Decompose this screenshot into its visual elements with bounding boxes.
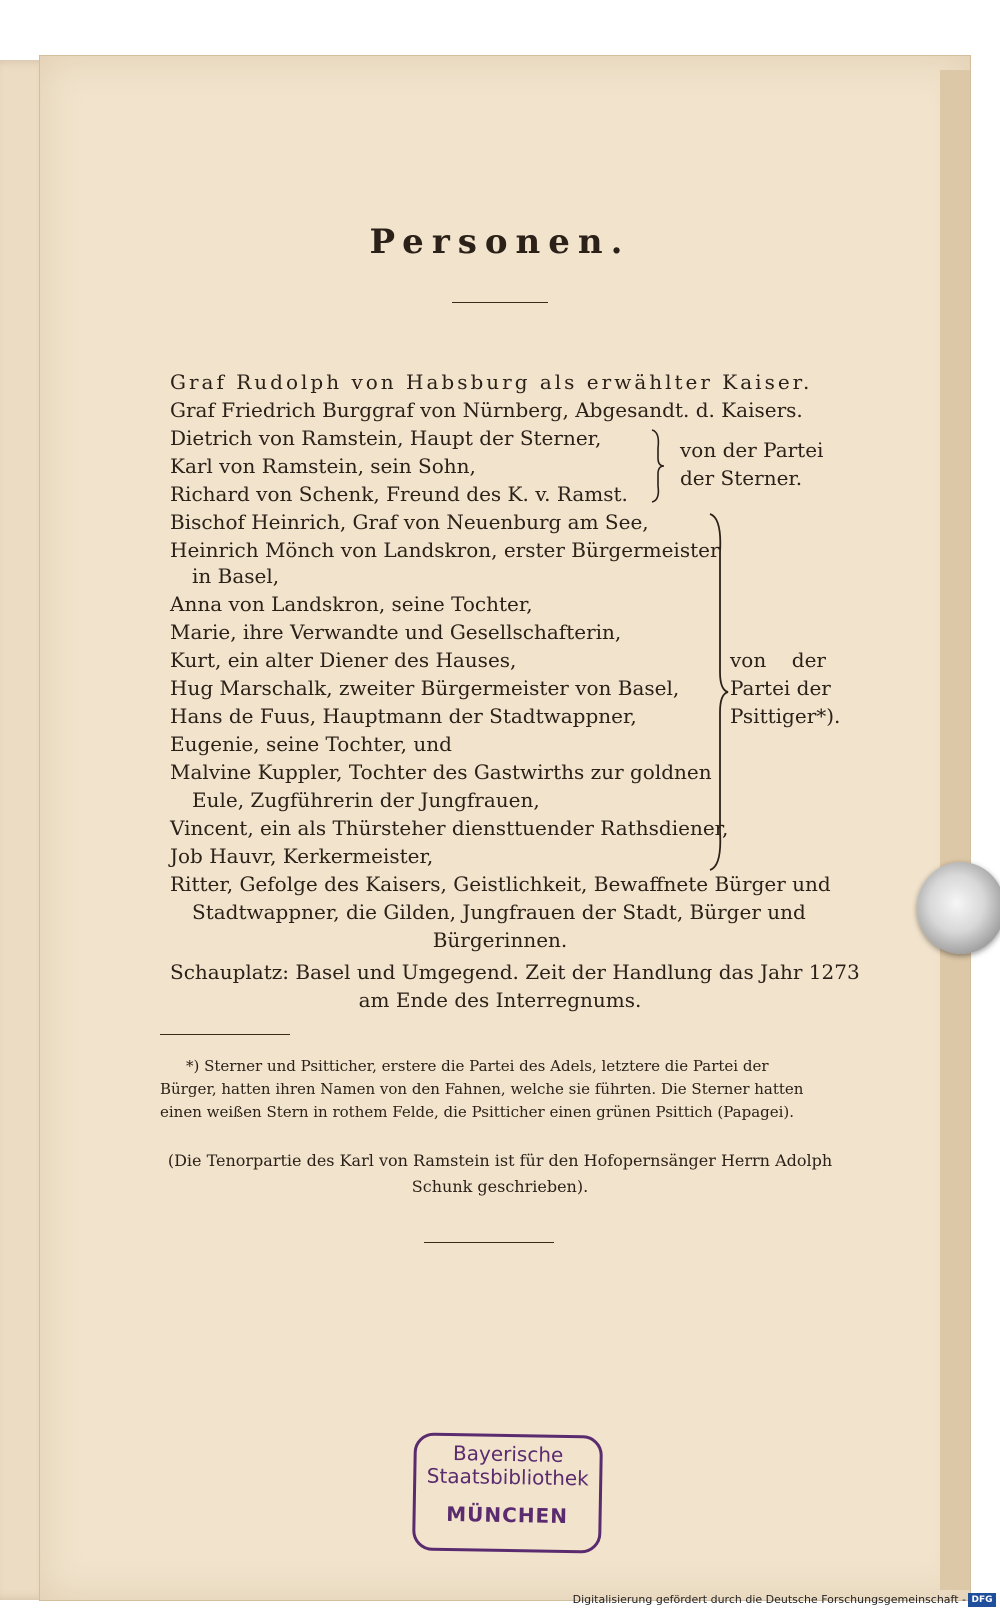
- title-rule: [452, 302, 548, 303]
- tenor-note-line-2: Schunk geschrieben).: [411, 1177, 589, 1196]
- page-clip: [917, 862, 1000, 954]
- footnote: [160, 1055, 840, 1124]
- cast-psittiger-2: Heinrich Mönch von Landskron, erster Bürgermeister: [170, 538, 720, 562]
- footnote-rule: [160, 1034, 290, 1035]
- chorus-line-3: Bürgerinnen.: [432, 928, 568, 952]
- dfg-logo-icon: DFG: [968, 1593, 996, 1607]
- cast-psittiger-11: Eule, Zugführerin der Jungfrauen,: [192, 788, 540, 812]
- page-edge-shadow: [940, 70, 970, 1590]
- cast-line-friedrich: Graf Friedrich Burggraf von Nürnberg, Abgesandt. d. Kaisers.: [170, 398, 803, 422]
- cast-psittiger-1: Bischof Heinrich, Graf von Neuenburg am See,: [170, 510, 649, 534]
- cast-psittiger-5: Marie, ihre Verwandte und Gesellschafterin,: [170, 620, 622, 644]
- cast-psittiger-12: Vincent, ein als Thürsteher diensttuender Rathsdiener,: [170, 816, 729, 840]
- footnote-line-2: Bürger, hatten ihren Namen von den Fahnen, welche sie führten. Die Sterner hatten: [160, 1080, 804, 1098]
- chorus-line-2: Stadtwappner, die Gilden, Jungfrauen der Stadt, Bürger und: [192, 900, 806, 924]
- cast-line-rudolph: Graf Rudolph von Habsburg als erwählter Kaiser.: [170, 370, 813, 394]
- cast-sterner-1: Dietrich von Ramstein, Haupt der Sterner,: [170, 426, 602, 450]
- cast-psittiger-3: in Basel,: [192, 564, 280, 588]
- cast-psittiger-13: Job Hauvr, Kerkermeister,: [170, 844, 434, 868]
- cast-psittiger-7: Hug Marschalk, zweiter Bürgermeister von Basel,: [170, 676, 680, 700]
- psittiger-label-1: von der: [730, 648, 826, 672]
- stamp-line-2: Staatsbibliothek: [426, 1463, 589, 1491]
- psittiger-label-2: Partei der: [730, 676, 831, 700]
- digitization-credit: Digitalisierung gefördert durch die Deutsche Forschungsgemeinschaft -: [572, 1593, 966, 1606]
- page-title: Personen.: [369, 222, 631, 262]
- stamp-line-3: MÜNCHEN: [446, 1501, 569, 1529]
- cast-sterner-3: Richard von Schenk, Freund des K. v. Ramst.: [170, 482, 628, 506]
- end-rule: [424, 1242, 554, 1243]
- cast-sterner-2: Karl von Ramstein, sein Sohn,: [170, 454, 476, 478]
- sterner-label-1: von der Partei: [680, 438, 824, 462]
- sterner-label-2: der Sterner.: [680, 466, 803, 490]
- footnote-line-1: *) Sterner und Psitticher, erstere die Partei des Adels, letztere die Partei der: [186, 1057, 769, 1075]
- cast-psittiger-6: Kurt, ein alter Diener des Hauses,: [170, 648, 517, 672]
- setting-line-1: Schauplatz: Basel und Umgegend. Zeit der Handlung das Jahr 1273: [170, 960, 860, 984]
- stamp-line-1: Bayerische: [452, 1441, 564, 1467]
- cast-psittiger-10: Malvine Kuppler, Tochter des Gastwirths zur goldnen: [170, 760, 712, 784]
- cast-psittiger-8: Hans de Fuus, Hauptmann der Stadtwappner,: [170, 704, 637, 728]
- psittiger-brace: [706, 512, 730, 872]
- sterner-brace: [648, 428, 668, 504]
- tenor-note: [150, 1148, 850, 1200]
- setting-line-2: am Ende des Interregnums.: [358, 988, 642, 1012]
- cast-psittiger-9: Eugenie, seine Tochter, und: [170, 732, 452, 756]
- library-stamp: [412, 1432, 603, 1553]
- psittiger-label-3: Psittiger*).: [730, 704, 841, 728]
- tenor-note-line-1: (Die Tenorpartie des Karl von Ramstein ist für den Hofopernsänger Herrn Adolph: [167, 1151, 833, 1170]
- cast-psittiger-4: Anna von Landskron, seine Tochter,: [170, 592, 533, 616]
- footnote-line-3: einen weißen Stern in rothem Felde, die Psitticher einen grünen Psittich (Papagei).: [160, 1103, 795, 1121]
- chorus-line-1: Ritter, Gefolge des Kaisers, Geistlichkeit, Bewaffnete Bürger und: [170, 872, 831, 896]
